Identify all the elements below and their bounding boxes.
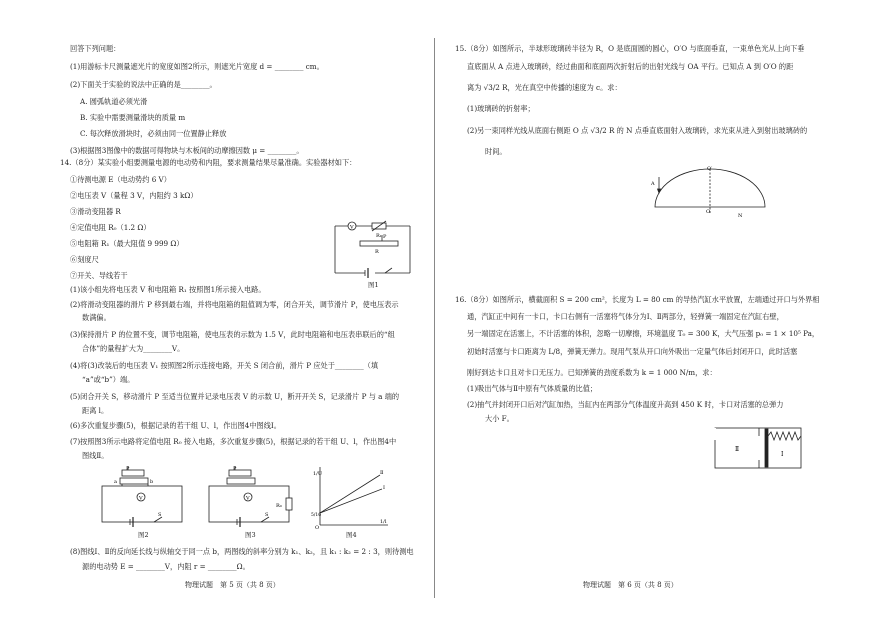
text-line: ②电压表 V（量程 3 V，内阻约 3 kΩ） — [70, 191, 198, 200]
text-line: 数满偏。 — [82, 313, 111, 322]
text-line: 初始时活塞与卡口距离为 L/8，弹簧无弹力。现用气泵从开口向外吸出一定量气体后封闭开口，此时活塞 — [467, 347, 798, 356]
text-line: (4)将(3)改装后的电压表 V₁ 按照图2所示连接电路，开关 S 闭合前，滑片 P 应处于________（填 — [70, 361, 379, 370]
text-line: (2)抽气并封闭开口后对汽缸加热，当缸内在两部分气体温度升高到 450 K 时，卡口对活塞的总弹力 — [467, 400, 784, 409]
r1-label: R₁ — [376, 233, 382, 239]
right-page — [455, 0, 820, 630]
a-label: a — [114, 479, 117, 485]
text-line: 离为 √3/2 R，光在真空中传播的速度为 c。求： — [467, 83, 622, 92]
question-15: 15.（8分）如图所示，半球形玻璃砖半径为 R，O 是底面圆的圆心，O′O 与底面垂直，一束单色光从上向下垂 — [455, 44, 805, 53]
text-line: (3)保持滑片 P 的位置不变，调节电阻箱，使电压表的示数为 1.5 V，此时电阻箱和电压表串联后的“组 — [70, 330, 395, 339]
o-prime-label: O′ — [707, 166, 713, 172]
text-line: (6)多次重复步骤(5)，根据记录的若干组 U、l，作出图4中图线Ⅰ。 — [70, 421, 281, 430]
p-label: P — [126, 466, 130, 472]
text-line: 直底面从 A 点进入玻璃砖，经过曲面和底面两次折射后的出射光线与 OA 平行。已知点 A 到 O′O 的距 — [467, 62, 794, 71]
text-line: 回答下列问题： — [70, 44, 121, 53]
text-line: 大小 F。 — [485, 414, 514, 423]
hemisphere-figure — [645, 165, 775, 225]
text-line: ④定值电阻 R₀（1.2 Ω） — [70, 223, 151, 232]
figure-1-circuit — [330, 218, 415, 280]
text-line: (1)该小组先将电压表 V 和电阻箱 R₁ 按照图1所示接入电路。 — [70, 285, 266, 294]
origin-label: O — [315, 525, 320, 530]
switch-label: S — [158, 512, 162, 518]
line-II-label: Ⅱ — [380, 470, 384, 476]
chamber-i-label: Ⅰ — [781, 451, 784, 458]
voltmeter-label: V — [350, 224, 354, 231]
p-label: P — [383, 234, 387, 240]
text-line: 另一端固定在活塞上，不计活塞的体积，忽略一切摩擦，环境温度 T₀ = 300 K，大气压强 p₀ = 1 × 10⁵ Pa， — [467, 329, 820, 338]
text-line: 时间。 — [485, 147, 507, 156]
text-line: 源的电动势 E = ________V，内阻 r = ________Ω。 — [82, 562, 250, 571]
text-line: (1)用游标卡尺测量遮光片的宽度如图2所示，则遮光片宽度 d = ________ cm。 — [70, 62, 324, 71]
figure-2-caption: 图2 — [138, 531, 149, 539]
line-I — [320, 489, 382, 513]
x-axis-label: 1/l — [380, 519, 387, 525]
figure-3-circuit — [205, 466, 295, 528]
text-line: (1)玻璃砖的折射率； — [467, 104, 535, 113]
question-16: 16.（8分）如图所示，横截面积 S = 200 cm²，长度为 L = 80 cm 的导热汽缸水平放置，左端通过开口与外界相 — [455, 295, 820, 304]
text-line: (2)另一束同样光线从底面右侧距 O 点 √3/2 R 的 N 点垂直底面射入玻璃砖，求光束从进入到射出玻璃砖的 — [467, 126, 808, 135]
switch-label: S — [265, 512, 269, 518]
p-label: P — [233, 466, 237, 472]
left-page — [60, 0, 415, 630]
text-line: (5)闭合开关 S，移动滑片 P 至适当位置并记录电压表 V 的示数 U，断开开关 S，记录滑片 P 与 a 端的 — [70, 392, 400, 401]
voltmeter-label: V — [246, 495, 250, 502]
text-line: C. 每次释放滑块时，必须由同一位置静止释放 — [80, 129, 227, 138]
n-label: N — [738, 213, 743, 219]
r-label: R — [375, 249, 379, 255]
r0-label: R₀ — [276, 503, 282, 509]
text-line: A. 圆弧轨道必须光滑 — [80, 97, 148, 106]
page-divider — [434, 38, 435, 598]
figure-2-circuit — [98, 466, 188, 528]
line-I-label: Ⅰ — [383, 485, 385, 491]
text-line: (7)按照图3所示电路将定值电阻 R₀ 接入电路，多次重复步骤(5)，根据记录的若干组 U、l，作出图4中 — [70, 437, 397, 446]
line-II — [320, 475, 380, 513]
text-line: 通，汽缸正中间有一卡口，卡口右侧有一活塞将气体分为Ⅰ、Ⅱ两部分，轻弹簧一端固定在汽缸右壁， — [467, 312, 784, 321]
figure-1-caption: 图1 — [368, 281, 379, 289]
text-line: “a”或“b”）端。 — [82, 375, 135, 384]
intercept-label: 5/16 — [311, 513, 322, 518]
figure-4-graph — [310, 465, 390, 530]
text-line: (3)根据图3图像中的数据可得物块与木板间的动摩擦因数 μ = ________。 — [70, 146, 304, 155]
voltmeter-label: V — [139, 495, 143, 502]
page-footer: 物理试题 第 5 页（共 8 页） — [185, 581, 280, 589]
text-line: 距离 l。 — [82, 406, 109, 415]
text-line: 合体”的量程扩大为________V。 — [82, 344, 185, 353]
b-label: b — [150, 479, 154, 485]
text-line: 图线Ⅱ。 — [82, 451, 109, 460]
y-axis-label: 1/U — [313, 471, 323, 477]
text-line: ③滑动变阻器 R — [70, 207, 121, 216]
text-line: ⑤电阻箱 R₁（最大阻值 9 999 Ω） — [70, 239, 184, 248]
text-line: 刚好到达卡口且对卡口无压力。已知弹簧的劲度系数为 k = 1 000 N/m，求： — [467, 368, 717, 377]
question-14: 14.（8分）某实验小组要测量电源的电动势和内阻，要求测量结果尽量准确。实验器材如下： — [60, 158, 357, 167]
text-line: ⑦开关、导线若干 — [70, 271, 128, 280]
o-label: O — [706, 209, 711, 215]
page-footer: 物理试题 第 6 页（共 8 页） — [583, 581, 678, 589]
text-line: (2)下面关于实验的说法中正确的是________。 — [70, 80, 217, 89]
text-line: (2)将滑动变阻器的滑片 P 移到最右端，并将电阻箱的阻值调为零，闭合开关，调节滑片 P，使电压表示 — [70, 300, 399, 309]
chamber-ii-label: Ⅱ — [735, 446, 740, 453]
figure-4-caption: 图4 — [346, 531, 357, 539]
text-line: (1)吸出气体与Ⅱ中原有气体质量的比值； — [467, 384, 598, 393]
text-line: ①待测电源 E（电动势约 6 V） — [70, 175, 171, 184]
text-line: B. 实验中需要测量滑块的质量 m — [80, 113, 186, 122]
figure-3-caption: 图3 — [245, 531, 256, 539]
cylinder-figure — [713, 426, 803, 471]
a-label: A — [651, 181, 655, 187]
text-line: (8)图线Ⅰ、Ⅱ的反向延长线与纵轴交于同一点 b，两图线的斜率分别为 k₁、k₂，且 k₁ : k₂ = 2 : 3，则待测电 — [70, 547, 414, 556]
text-line: ⑥刻度尺 — [70, 255, 99, 264]
